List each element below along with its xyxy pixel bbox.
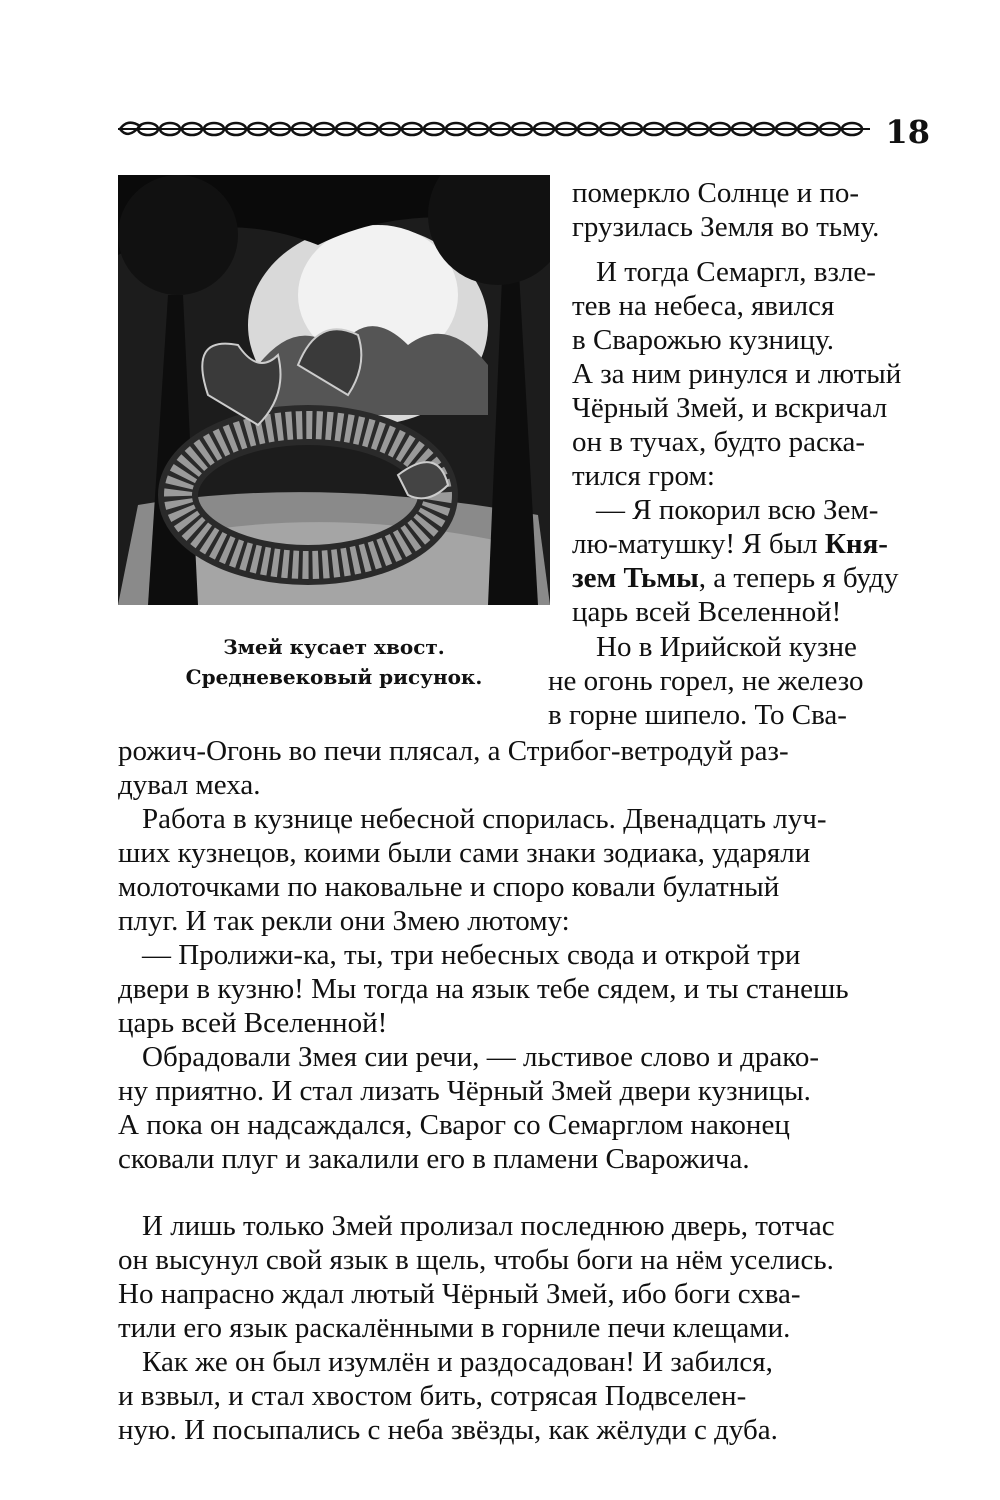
text-line: не огонь горел, не железо	[548, 665, 864, 697]
text-line	[572, 527, 888, 561]
page-number: 18	[885, 113, 930, 151]
text-line: Но напрасно ждал лютый Чёрный Змей, ибо боги схва-	[118, 1278, 801, 1310]
bold-term: зем Тьмы	[572, 562, 699, 594]
text-line	[572, 561, 898, 595]
text-line: царь всей Вселенной!	[572, 596, 842, 628]
text-segment: , а теперь я буду	[698, 562, 899, 594]
text-line: он высунул свой язык в щель, чтобы боги на нём уселись.	[118, 1244, 834, 1276]
text-line: Работа в кузнице небесной спорилась. Двенадцать луч-	[142, 803, 827, 835]
text-line: молоточками по наковальне и споро ковали булатный	[118, 871, 780, 903]
text-line: рожич-Огонь во печи плясал, а Стрибог-ветродуй раз-	[118, 735, 789, 767]
text-line: И тогда Семаргл, взле-	[596, 256, 876, 288]
text-line: — Я покорил всю Зем-	[596, 494, 879, 526]
text-line: дувал меха.	[118, 769, 261, 801]
figure-caption	[118, 632, 550, 692]
caption-subtitle: Средневековый рисунок.	[185, 665, 483, 689]
text-line: плуг. И так рекли они Змею лютому:	[118, 905, 570, 937]
text-line: Но в Ирийской кузне	[596, 631, 857, 663]
dragon-illustration	[118, 175, 550, 605]
text-segment: лю-матушку! Я был	[572, 528, 825, 560]
text-line: ших кузнецов, коими были сами знаки зодиака, ударяли	[118, 837, 811, 869]
text-line: А за ним ринулся и лютый	[572, 358, 902, 390]
text-line: Чёрный Змей, и вскричал	[572, 392, 888, 424]
text-line: ную. И посыпались с неба звёзды, как жёлуди с дуба.	[118, 1414, 778, 1446]
bold-term: Кня-	[824, 528, 888, 560]
caption-title: Змей кусает хвост.	[223, 635, 445, 659]
text-line: А пока он надсаждался, Сварог со Семарглом наконец	[118, 1109, 790, 1141]
text-line: он в тучах, будто раска-	[572, 426, 866, 458]
text-line: И лишь только Змей пролизал последнюю дверь, тотчас	[142, 1210, 835, 1242]
text-line: — Пролижи-ка, ты, три небесных свода и открой три	[142, 939, 801, 971]
text-line: грузилась Земля во тьму.	[572, 211, 880, 243]
text-line: сковали плуг и закалили его в пламени Сварожича.	[118, 1143, 750, 1175]
text-line: Обрадовали Змея сии речи, — льстивое слово и драко-	[142, 1041, 819, 1073]
text-line: тили его язык раскалёнными в горниле печи клещами.	[118, 1312, 791, 1344]
text-line: тился гром:	[572, 460, 715, 492]
text-line: тев на небеса, явился	[572, 290, 835, 322]
text-line: царь всей Вселенной!	[118, 1007, 388, 1039]
text-line: двери в кузню! Мы тогда на язык тебе сядем, и ты станешь	[118, 973, 849, 1005]
text-line: и взвыл, и стал хвостом бить, сотрясая Подвселен-	[118, 1380, 747, 1412]
text-line: в Сварожью кузницу.	[572, 324, 834, 356]
text-line: в горне шипело. То Сва-	[548, 699, 847, 731]
text-line: ну приятно. И стал лизать Чёрный Змей двери кузницы.	[118, 1075, 811, 1107]
text-line: померкло Солнце и по-	[572, 177, 860, 209]
ouroboros-dragon-image	[118, 175, 550, 605]
decorative-border-ornament	[118, 116, 870, 142]
text-line: Как же он был изумлён и раздосадован! И забился,	[142, 1346, 773, 1378]
page-header	[118, 112, 930, 152]
